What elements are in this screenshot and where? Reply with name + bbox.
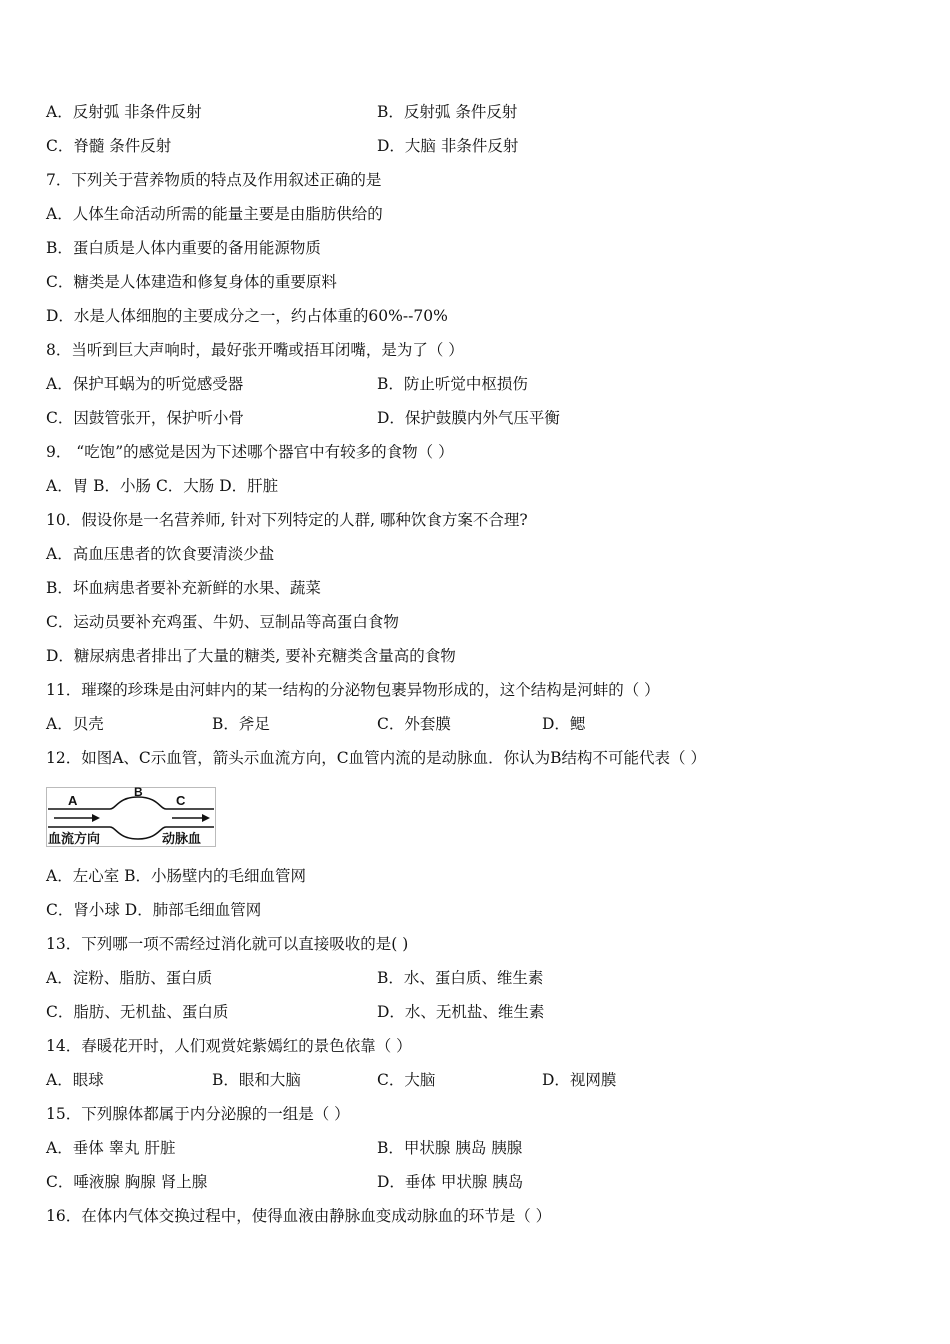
blood-vessel-diagram	[46, 787, 216, 847]
q15-option-c[interactable]: C．唾液腺 胸腺 肾上腺	[46, 1173, 208, 1191]
q8-option-a[interactable]: A．保护耳蜗为的听觉感受器	[46, 375, 244, 393]
q13-option-c[interactable]: C．脂肪、无机盐、蛋白质	[46, 1003, 229, 1021]
q15-option-d[interactable]: D．垂体 甲状腺 胰岛	[377, 1173, 524, 1191]
flow-arrow-left-head	[92, 814, 100, 822]
q14-stem: 14．春暖花开时，人们观赏姹紫嫣红的景色依靠（ ）	[46, 1037, 412, 1055]
q11-option-b[interactable]: B．斧足	[212, 715, 270, 733]
q7-option-d[interactable]: D．水是人体细胞的主要成分之一，约占体重的60%--70%	[46, 307, 448, 325]
q11-option-a[interactable]: A．贝壳	[46, 715, 104, 733]
q12-stem: 12．如图A、C示血管，箭头示血流方向，C血管内流的是动脉血．你认为B结构不可能代表（ ）	[46, 749, 706, 767]
q7-option-c[interactable]: C．糖类是人体建造和修复身体的重要原料	[46, 273, 337, 291]
label-b: B	[134, 787, 143, 799]
q10-stem: 10．假设你是一名营养师, 针对下列特定的人群, 哪种饮食方案不合理?	[46, 511, 528, 529]
q11-stem: 11．璀璨的珍珠是由河蚌内的某一结构的分泌物包裹异物形成的，这个结构是河蚌的（ ）	[46, 681, 660, 699]
q16-stem: 16．在体内气体交换过程中，使得血液由静脉血变成动脉血的环节是（ ）	[46, 1207, 552, 1225]
q14-option-a[interactable]: A．眼球	[46, 1071, 104, 1089]
q8-option-b[interactable]: B．防止听觉中枢损伤	[377, 375, 528, 393]
q14-option-d[interactable]: D．视网膜	[542, 1071, 617, 1089]
q13-option-a[interactable]: A．淀粉、脂肪、蛋白质	[46, 969, 213, 987]
flow-arrow-right-head	[202, 814, 210, 822]
q6-option-d[interactable]: D．大脑 非条件反射	[377, 137, 519, 155]
label-arterial-blood: 动脉血	[162, 832, 202, 847]
q10-option-a[interactable]: A．高血压患者的饮食要清淡少盐	[46, 545, 275, 563]
q6-option-c[interactable]: C．脊髓 条件反射	[46, 137, 172, 155]
q15-option-b[interactable]: B．甲状腺 胰岛 胰腺	[377, 1139, 523, 1157]
label-flow-direction: 血流方向	[48, 832, 101, 847]
q14-option-c[interactable]: C．大脑	[377, 1071, 436, 1089]
q6-option-a[interactable]: A．反射弧 非条件反射	[46, 103, 202, 121]
q14-option-b[interactable]: B．眼和大脑	[212, 1071, 301, 1089]
q8-stem: 8．当听到巨大声响时，最好张开嘴或捂耳闭嘴，是为了（ ）	[46, 341, 464, 359]
q9-stem: 9． “吃饱”的感觉是因为下述哪个器官中有较多的食物（ ）	[46, 443, 454, 461]
q7-stem: 7．下列关于营养物质的特点及作用叙述正确的是	[46, 171, 382, 189]
q15-stem: 15．下列腺体都属于内分泌腺的一组是（ ）	[46, 1105, 350, 1123]
q11-option-d[interactable]: D．鳃	[542, 715, 586, 733]
blood-vessel-svg	[46, 787, 216, 847]
q6-option-b[interactable]: B．反射弧 条件反射	[377, 103, 518, 121]
q9-options[interactable]: A．胃 B．小肠 C．大肠 D．肝脏	[46, 477, 279, 495]
q13-option-d[interactable]: D．水、无机盐、维生素	[377, 1003, 545, 1021]
q7-option-b[interactable]: B．蛋白质是人体内重要的备用能源物质	[46, 239, 321, 257]
q13-stem: 13．下列哪一项不需经过消化就可以直接吸收的是( )	[46, 935, 409, 953]
q7-option-a[interactable]: A．人体生命活动所需的能量主要是由脂肪供给的	[46, 205, 383, 223]
q15-option-a[interactable]: A．垂体 睾丸 肝脏	[46, 1139, 176, 1157]
q12-options-ab[interactable]: A．左心室 B．小肠壁内的毛细血管网	[46, 867, 307, 885]
q13-option-b[interactable]: B．水、蛋白质、维生素	[377, 969, 544, 987]
q10-option-b[interactable]: B．坏血病患者要补充新鲜的水果、蔬菜	[46, 579, 321, 597]
q8-option-c[interactable]: C．因鼓管张开，保护听小骨	[46, 409, 244, 427]
q8-option-d[interactable]: D．保护鼓膜内外气压平衡	[377, 409, 560, 427]
q10-option-c[interactable]: C．运动员要补充鸡蛋、牛奶、豆制品等高蛋白食物	[46, 613, 399, 631]
label-c: C	[176, 793, 186, 808]
q11-option-c[interactable]: C．外套膜	[377, 715, 451, 733]
q12-options-cd[interactable]: C．肾小球 D．肺部毛细血管网	[46, 901, 262, 919]
label-a: A	[68, 793, 78, 808]
q10-option-d[interactable]: D．糖尿病患者排出了大量的糖类, 要补充糖类含量高的食物	[46, 647, 456, 665]
